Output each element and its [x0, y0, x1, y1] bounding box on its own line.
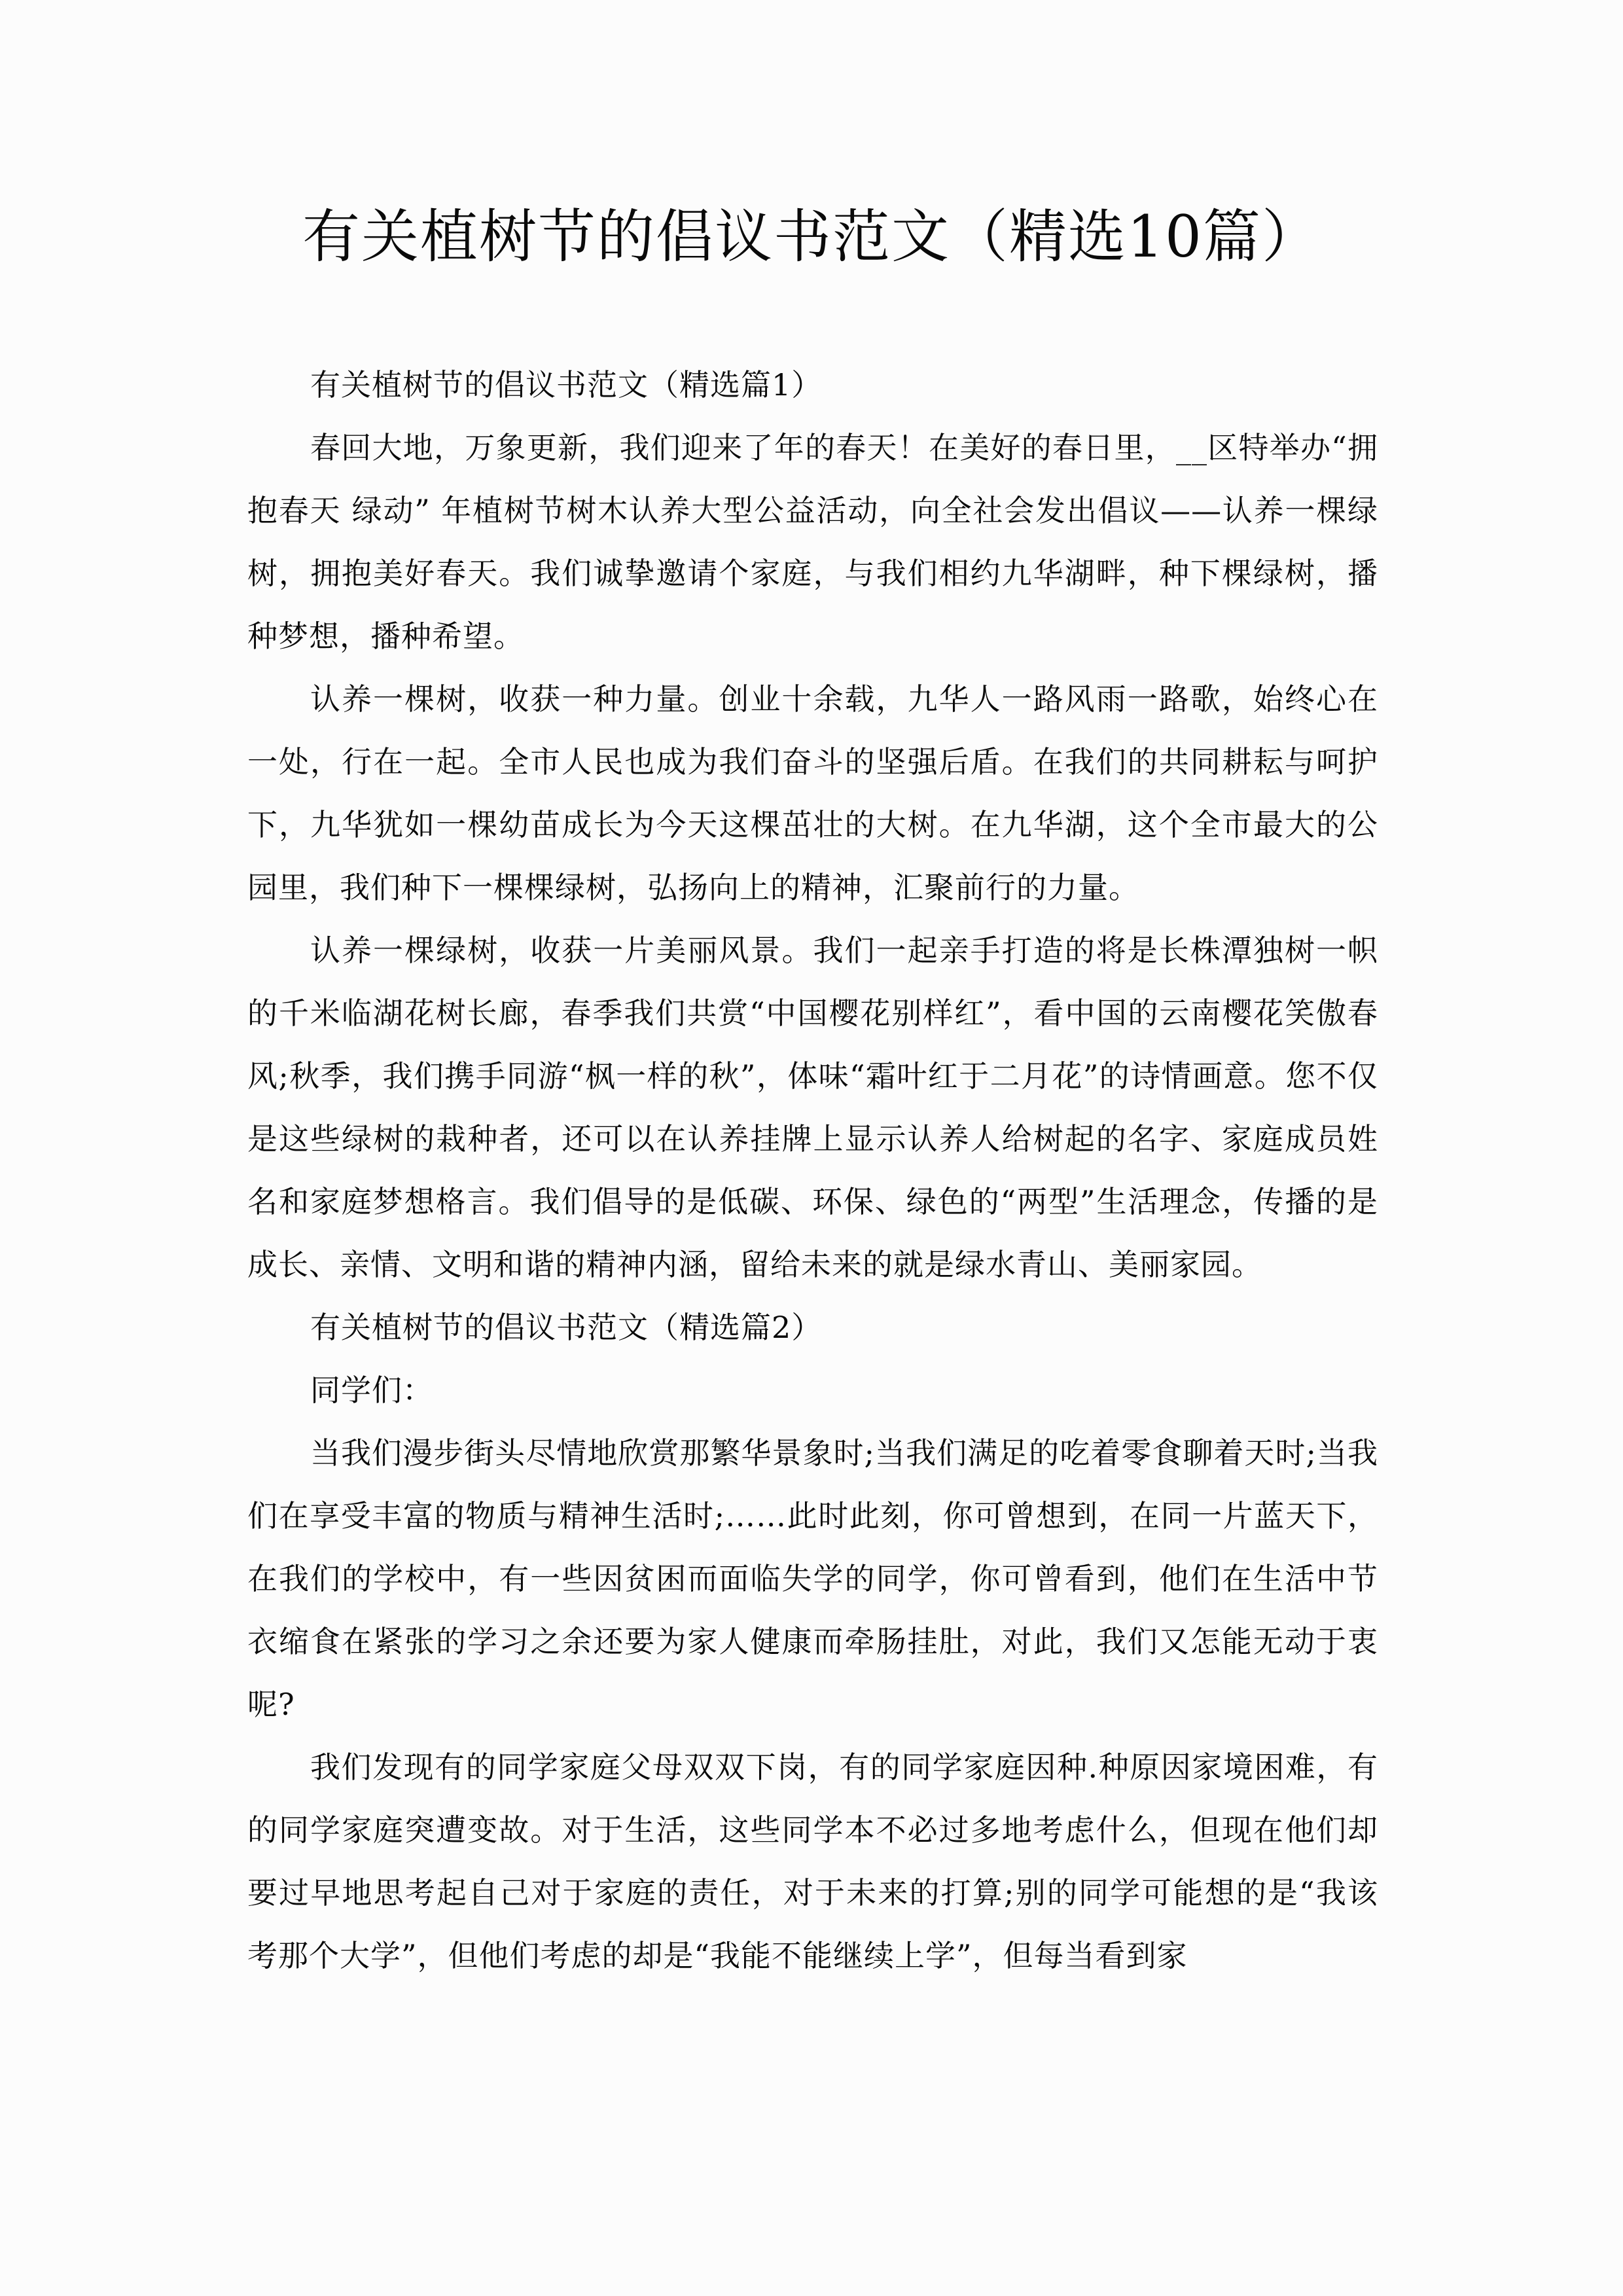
document-body: [247, 353, 1378, 1987]
salutation: 同学们：: [310, 1372, 433, 1408]
body-paragraph: 当我们漫步街头尽情地欣赏那繁华景象时;当我们满足的吃着零食聊着天时;当我们在享受丰富的物质与精神生活时;……此时此刻，你可曾想到，在同一片蓝天下，在我们的学校中，有一些因贫困而面临失学的同学，你可曾看到，他们在生活中节衣缩食在紧张的学习之余还要为家人健康而牵肠挂肚，对此，我们又怎能无动于衷呢?: [247, 1435, 1378, 1722]
body-paragraph: 我们发现有的同学家庭父母双双下岗，有的同学家庭因种.种原因家境困难，有的同学家庭突遭变故。对于生活，这些同学本不必过多地考虑什么，但现在他们却要过早地思考起自己对于家庭的责任，对于未来的打算;别的同学可能想的是“我该考那个大学”，但他们考虑的却是“我能不能继续上学”，但每当看到家: [247, 1749, 1378, 1973]
document-title: 有关植树节的倡议书范文（精选10篇）: [302, 203, 1321, 270]
body-paragraph: 春回大地，万象更新，我们迎来了年的春天！在美好的春日里，__区特举办“拥抱春天 绿动” 年植树节树木认养大型公益活动，向全社会发出倡议——认养一棵绿树，拥抱美好春天。我们诚挚邀请个家庭，与我们相约九华湖畔，种下棵绿树，播种梦想，播种希望。: [247, 430, 1378, 654]
section-heading-2: 有关植树节的倡议书范文（精选篇2）: [310, 1310, 823, 1345]
section-heading-1: 有关植树节的倡议书范文（精选篇1）: [310, 367, 823, 403]
body-paragraph: 认养一棵绿树，收获一片美丽风景。我们一起亲手打造的将是长株潭独树一帜的千米临湖花树长廊，春季我们共赏“中国樱花别样红”，看中国的云南樱花笑傲春风;秋季，我们携手同游“枫一样的秋”，体味“霜叶红于二月花”的诗情画意。您不仅是这些绿树的栽种者，还可以在认养挂牌上显示认养人给树起的名字、家庭成员姓名和家庭梦想格言。我们倡导的是低碳、环保、绿色的“两型”生活理念，传播的是成长、亲情、文明和谐的精神内涵，留给未来的就是绿水青山、美丽家园。: [247, 933, 1378, 1282]
body-paragraph: 认养一棵树，收获一种力量。创业十余载，九华人一路风雨一路歌，始终心在一处，行在一起。全市人民也成为我们奋斗的坚强后盾。在我们的共同耕耘与呵护下，九华犹如一棵幼苗成长为今天这棵茁壮的大树。在九华湖，这个全市最大的公园里，我们种下一棵棵绿树，弘扬向上的精神，汇聚前行的力量。: [247, 681, 1378, 905]
